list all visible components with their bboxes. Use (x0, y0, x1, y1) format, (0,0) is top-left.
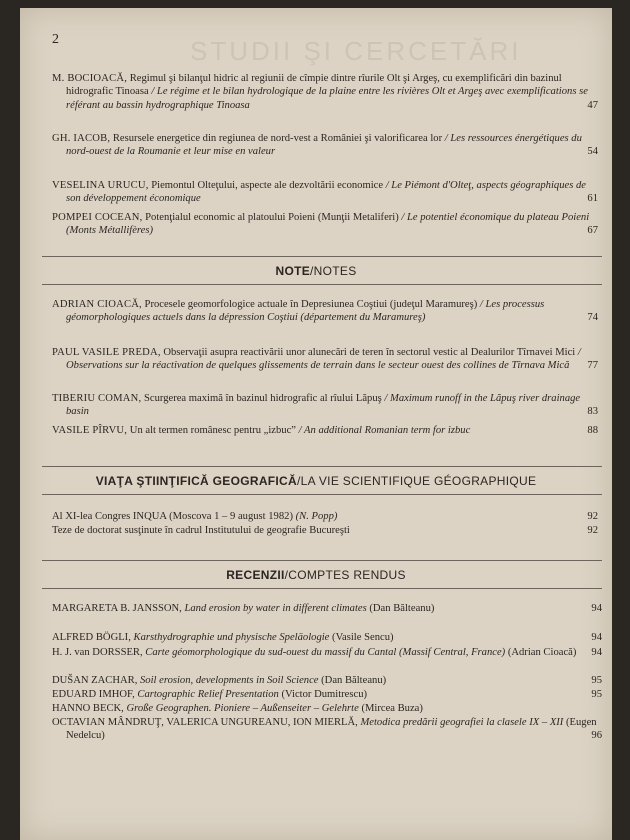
document-page (20, 8, 612, 840)
page-ref: 94 (591, 647, 602, 658)
page-ref: 74 (587, 312, 598, 324)
toc-entry: Al XI-lea Congres INQUA (Moscova 1 – 9 august 1982) (N. Popp) 92 (52, 511, 598, 522)
section-heading-viata: VIAŢA ŞTIINŢIFICĂ GEOGRAFICĂ/LA VIE SCIENTIFIQUE GÉOGRAPHIQUE (95, 474, 537, 488)
section-heading-recenzii: RECENZII/COMPTES RENDUS (226, 568, 406, 582)
toc-entry: ADRIAN CIOACĂ, Procesele geomorfologice actuale în Depresiunea Coştiui (judeţul Maramureş) / Les processus géomorphologiques actuels dans la dépression Coştiui (département du Maramureş) 74 (52, 299, 598, 324)
review-entry: EDUARD IMHOF, Cartographic Relief Presentation (Victor Dumitrescu) 95 (52, 689, 602, 700)
divider (42, 494, 602, 495)
page-ref: 95 (591, 675, 602, 686)
review-entry: H. J. van DORSSER, Carte géomorphologique du sud-ouest du massif du Cantal (Massif Central, France) (Adrian Cioacă) 94 (52, 647, 602, 658)
review-entry: HANNO BECK, Große Geographen. Pioniere – Außenseiter – Gelehrte (Mircea Buza) (52, 703, 423, 714)
page-ref: 88 (587, 425, 598, 436)
divider (42, 284, 602, 285)
page-ref: 96 (591, 730, 602, 742)
page-ref: 77 (587, 360, 598, 372)
toc-entry: PAUL VASILE PREDA, Observaţii asupra reactivării unor alunecări de teren în sectorul vestic al Dealurilor Tîrnavei Mici / Observations sur la réactivation de quelques glissements de terrain dans le secteur ouest des collines de Tîrnava Mică 77 (52, 347, 598, 372)
toc-entry: GH. IACOB, Resursele energetice din regiunea de nord-vest a României şi valorificarea lor / Les ressources énergétiques du nord-ouest de la Roumanie et leur mise en valeur 54 (52, 133, 598, 158)
page-ref: 94 (591, 603, 602, 614)
page-ref: 94 (591, 632, 602, 643)
page-ref: 61 (587, 193, 598, 205)
toc-entry: VASILE PÎRVU, Un alt termen românesc pentru „izbuc” / An additional Romanian term for izbuc 88 (52, 425, 598, 436)
review-entry: DUŠAN ZACHAR, Soil erosion, developments in Soil Science (Dan Bălteanu) 95 (52, 675, 602, 686)
section-heading-notes: NOTE/NOTES (275, 264, 357, 278)
divider (42, 256, 602, 257)
page-ref: 95 (591, 689, 602, 700)
divider (42, 466, 602, 467)
page-ref: 92 (587, 511, 598, 522)
page-ref: 54 (587, 146, 598, 158)
toc-entry: M. BOCIOACĂ, Regimul şi bilanţul hidric al regiunii de cîmpie dintre rîurile Olt şi Argeş, cu exemplificări din bazinul hidrografic Tinoasa / Le régime et le bilan hydrologique de la plaine entre les rivières Olt et Argeş avec exemplifications se référant au bassin hydrographique Tinoasa 47 (52, 73, 598, 111)
page-ref: 67 (587, 225, 598, 237)
ghost-header: STUDII ŞI CERCETĂRI (190, 36, 522, 66)
divider (42, 560, 602, 561)
page-ref: 47 (587, 99, 598, 111)
toc-entry: Teze de doctorat susţinute în cadrul Institutului de geografie Bucureşti 92 (52, 525, 598, 536)
toc-entry: POMPEI COCEAN, Potenţialul economic al platoului Poieni (Munţii Metaliferi) / Le potentiel économique du plateau Poieni (Monts Métallifères) 67 (52, 212, 598, 237)
divider (42, 588, 602, 589)
page-ref: 83 (587, 406, 598, 418)
review-entry: ALFRED BÖGLI, Karsthydrographie und physische Speläologie (Vasile Sencu) 94 (52, 632, 602, 643)
page-ref: 92 (587, 525, 598, 536)
page-number: 2 (52, 32, 59, 47)
review-entry: MARGARETA B. JANSSON, Land erosion by water in different climates (Dan Bălteanu) 94 (52, 603, 602, 614)
toc-entry: VESELINA URUCU, Piemontul Olteţului, aspecte ale dezvoltării economice / Le Piémont d'Olteţ, aspects géographiques de son développement économique 61 (52, 180, 598, 205)
review-entry: OCTAVIAN MÂNDRUŢ, VALERICA UNGUREANU, ION MIERLĂ, Metodica predării geografiei la clasele IX – XII (Eugen Nedelcu) 96 (52, 717, 602, 742)
toc-entry: TIBERIU COMAN, Scurgerea maximă în bazinul hidrografic al rîului Lăpuş / Maximum runoff in the Lăpuş river drainage basin 83 (52, 393, 598, 418)
